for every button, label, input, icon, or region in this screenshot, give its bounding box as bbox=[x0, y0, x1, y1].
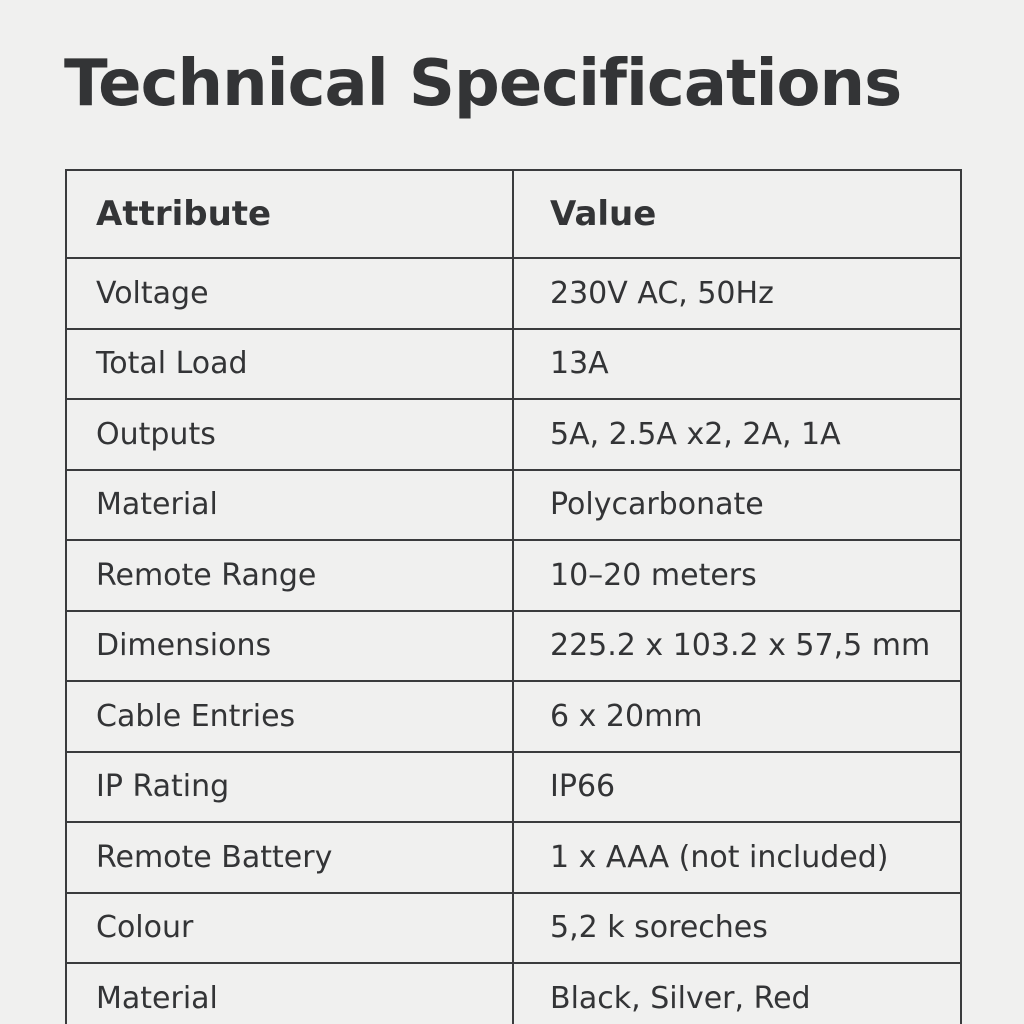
attribute-cell: IP Rating bbox=[66, 752, 513, 823]
attribute-cell: Outputs bbox=[66, 399, 513, 470]
table-row bbox=[66, 258, 961, 329]
value-cell: 5,2 k soreches bbox=[513, 893, 961, 964]
table-row bbox=[66, 540, 961, 611]
table-header-row bbox=[66, 170, 961, 258]
attribute-cell: Colour bbox=[66, 893, 513, 964]
attribute-cell: Remote Range bbox=[66, 540, 513, 611]
attribute-cell: Remote Battery bbox=[66, 822, 513, 893]
table-row bbox=[66, 752, 961, 823]
column-header-attribute: Attribute bbox=[66, 170, 513, 258]
table-row bbox=[66, 470, 961, 541]
value-cell: 6 x 20mm bbox=[513, 681, 961, 752]
table-row bbox=[66, 611, 961, 682]
spec-table bbox=[65, 169, 962, 1024]
attribute-cell: Dimensions bbox=[66, 611, 513, 682]
table-row bbox=[66, 399, 961, 470]
value-cell: 1 x AAA (not included) bbox=[513, 822, 961, 893]
table-row bbox=[66, 681, 961, 752]
value-cell: 5A, 2.5A x2, 2A, 1A bbox=[513, 399, 961, 470]
table-row bbox=[66, 963, 961, 1024]
table-row bbox=[66, 822, 961, 893]
attribute-cell: Total Load bbox=[66, 329, 513, 400]
value-cell: Black, Silver, Red bbox=[513, 963, 961, 1024]
value-cell: IP66 bbox=[513, 752, 961, 823]
value-cell: 13A bbox=[513, 329, 961, 400]
attribute-cell: Material bbox=[66, 963, 513, 1024]
value-cell: Polycarbonate bbox=[513, 470, 961, 541]
table-row bbox=[66, 329, 961, 400]
page-title: Technical Specifications bbox=[64, 47, 902, 121]
attribute-cell: Cable Entries bbox=[66, 681, 513, 752]
table-row bbox=[66, 893, 961, 964]
attribute-cell: Material bbox=[66, 470, 513, 541]
value-cell: 10–20 meters bbox=[513, 540, 961, 611]
value-cell: 230V AC, 50Hz bbox=[513, 258, 961, 329]
attribute-cell: Voltage bbox=[66, 258, 513, 329]
value-cell: 225.2 x 103.2 x 57,5 mm bbox=[513, 611, 961, 682]
column-header-value: Value bbox=[513, 170, 961, 258]
